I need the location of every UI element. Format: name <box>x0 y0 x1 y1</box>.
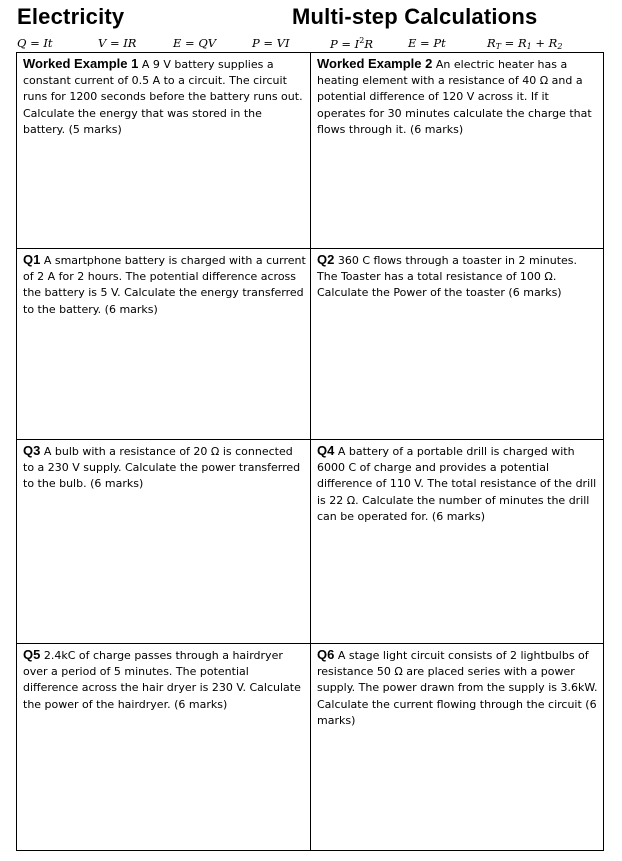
formula-ohms-law: V = IR <box>98 36 137 50</box>
formula-series-resistance <box>487 36 562 51</box>
formula-energy-power: E = Pt <box>408 36 446 50</box>
question-text: A battery of a portable drill is charged with 6000 C of charge and provides a potential difference of 110 V. The total resistance of the drill is 22 Ω. Calculate the number of minutes the drill can be operated for. (6 marks) <box>317 445 597 523</box>
question-text: 360 C flows through a toaster in 2 minutes. The Toaster has a total resistance of 100 Ω. Calculate the Power of the toaster (6 marks) <box>317 254 578 300</box>
question-cell-worked-example-1 <box>17 53 311 249</box>
formula-r1-sub: 1 <box>526 42 532 51</box>
formula-r1: = R <box>501 36 527 50</box>
formula-power-i2r-exponent: 2 <box>359 36 365 45</box>
formula-energy-charge: E = QV <box>173 36 217 50</box>
formula-power-i2r-end: R <box>364 37 373 51</box>
question-cell-q5 <box>17 644 311 850</box>
formula-power-i2r <box>330 36 373 51</box>
question-grid <box>16 52 604 851</box>
question-label: Q3 <box>23 443 41 458</box>
question-text: A stage light circuit consists of 2 lightbulbs of resistance 50 Ω are placed series with a power supply. The power drawn from the supply is 3.6kW. Calculate the current flowing through the circuit (6 marks) <box>317 649 598 727</box>
formula-power-i2r-base: P = I <box>330 37 360 51</box>
page-subtitle: Multi-step Calculations <box>292 4 538 29</box>
question-cell-q3 <box>17 440 311 644</box>
question-text: An electric heater has a heating element with a resistance of 40 Ω and a potential difference of 120 V across it. If it operates for 30 minutes calculate the charge that flows through it. (6 marks) <box>317 58 592 136</box>
formula-r2: + R <box>531 36 558 50</box>
question-cell-q4 <box>311 440 604 644</box>
question-text: 2.4kC of charge passes through a hairdryer over a period of 5 minutes. The potential difference across the hair dryer is 230 V. Calculate the power of the hairdryer. (6 marks) <box>23 649 301 711</box>
page-title: Electricity <box>17 4 125 29</box>
question-label: Q1 <box>23 252 41 267</box>
question-cell-q6 <box>311 644 604 850</box>
formula-charge: Q = It <box>17 36 53 50</box>
question-label: Q5 <box>23 647 41 662</box>
formula-r2-sub: 2 <box>557 42 563 51</box>
formula-rt-sub: T <box>495 42 502 51</box>
question-cell-q2 <box>311 249 604 440</box>
question-cell-q1 <box>17 249 311 440</box>
question-label: Worked Example 1 <box>23 56 139 71</box>
question-text: A 9 V battery supplies a constant current of 0.5 A to a circuit. The circuit runs for 1200 seconds before the battery runs out. Calculate the energy that was stored in the battery. (5 marks) <box>23 58 303 136</box>
question-label: Q2 <box>317 252 335 267</box>
question-label: Worked Example 2 <box>317 56 433 71</box>
question-label: Q6 <box>317 647 335 662</box>
question-cell-worked-example-2 <box>311 53 604 249</box>
question-text: A bulb with a resistance of 20 Ω is connected to a 230 V supply. Calculate the power transferred to the bulb. (6 marks) <box>23 445 301 491</box>
question-text: A smartphone battery is charged with a current of 2 A for 2 hours. The potential difference across the battery is 5 V. Calculate the energy transferred to the battery. (6 marks) <box>23 254 306 316</box>
formula-rt: R <box>487 36 496 50</box>
question-label: Q4 <box>317 443 335 458</box>
formula-power-vi: P = VI <box>252 36 290 50</box>
